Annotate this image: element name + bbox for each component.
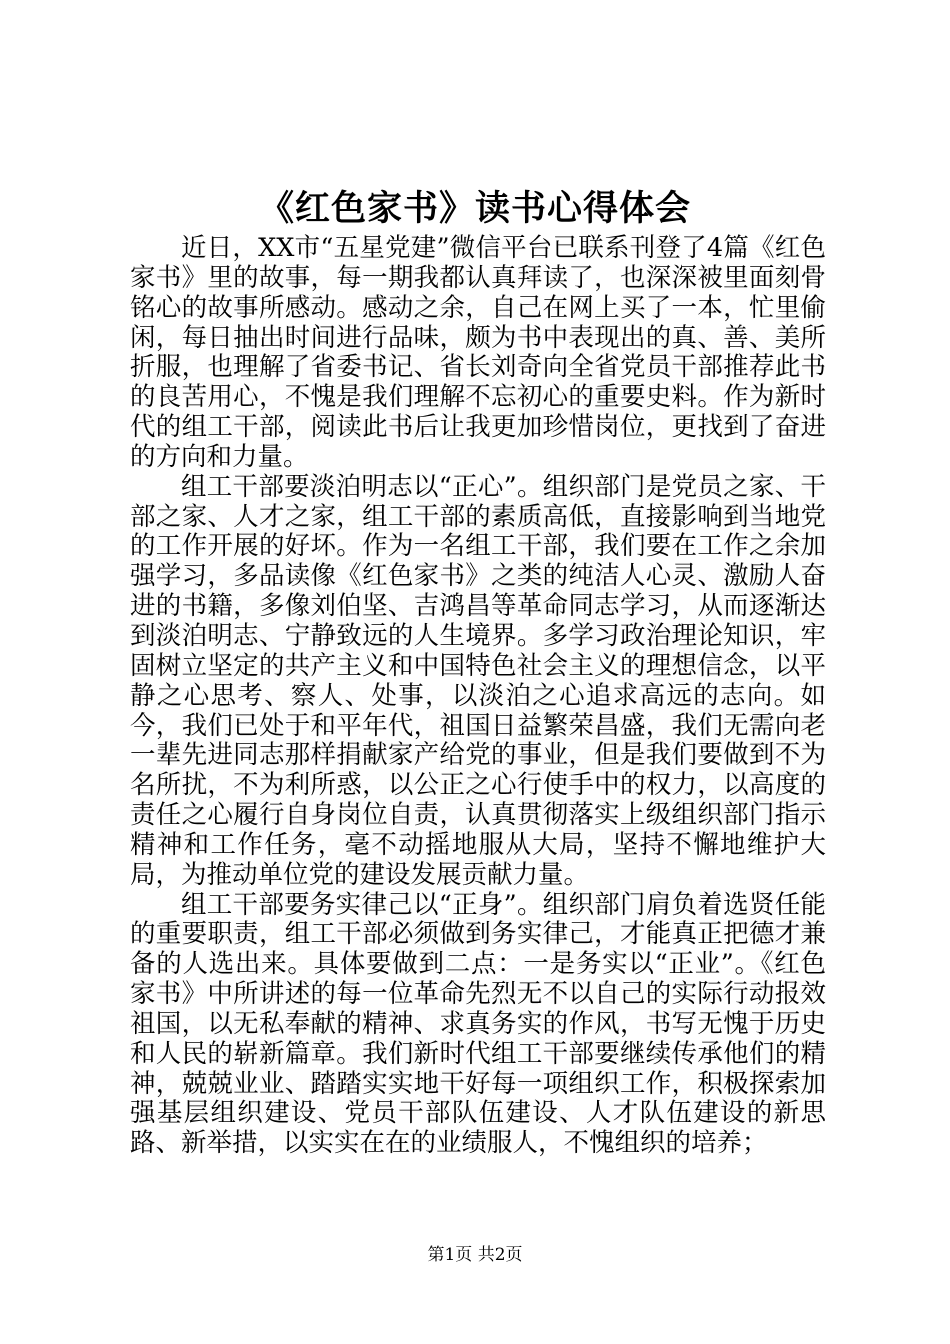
paragraph-1: 近日，XX市“五星党建”微信平台已联系刊登了4篇《红色家书》里的故事，每一期我都认真拜读了，也深深被里面刻骨铭心的故事所感动。感动之余，自己在网上买了一本，忙里偷闲，每日抽出时间进行品味，颇为书中表现出的真、善、美所折服，也理解了省委书记、省长刘奇向全省党员干部推荐此书的良苦用心，不愧是我们理解不忘初心的重要史料。作为新时代的组工干部，阅读此书后让我更加珍惜岗位，更找到了奋进的方向和力量。 [130, 233, 826, 472]
paragraph-2: 组工干部要淡泊明志以“正心”。组织部门是党员之家、干部之家、人才之家，组工干部的素质高低，直接影响到当地党的工作开展的好坏。作为一名组工干部，我们要在工作之余加强学习，多品读像《红色家书》之类的纯洁人心灵、激励人奋进的书籍，多像刘伯坚、吉鸿昌等革命同志学习，从而逐渐达到淡泊明志、宁静致远的人生境界。多学习政治理论知识，牢固树立坚定的共产主义和中国特色社会主义的理想信念，以平静之心思考、察人、处事，以淡泊之心追求高远的志向。如今，我们已处于和平年代，祖国日益繁荣昌盛，我们无需向老一辈先进同志那样捐献家产给党的事业，但是我们要做到不为名所扰，不为利所惑，以公正之心行使手中的权力，以高度的责任之心履行自身岗位自责，认真贯彻落实上级组织部门指示精神和工作任务，毫不动摇地服从大局，坚持不懈地维护大局，为推动单位党的建设发展贡献力量。 [130, 471, 826, 890]
page-footer: 第1页 共2页 [427, 1245, 523, 1265]
document-title: 《红色家书》读书心得体会 [258, 189, 691, 229]
document-body [130, 234, 826, 1159]
paragraph-3: 组工干部要务实律己以“正身”。组织部门肩负着选贤任能的重要职责，组工干部必须做到务实律己，才能真正把德才兼备的人选出来。具体要做到二点：一是务实以“正业”。《红色家书》中所讲述的每一位革命先烈无不以自己的实际行动报效祖国，以无私奉献的精神、求真务实的作风，书写无愧于历史和人民的崭新篇章。我们新时代组工干部要继续传承他们的精神，兢兢业业、踏踏实实地干好每一项组织工作，积极探索加强基层组织建设、党员干部队伍建设、人才队伍建设的新思路、新举措，以实实在在的业绩服人，不愧组织的培养； [130, 889, 826, 1159]
